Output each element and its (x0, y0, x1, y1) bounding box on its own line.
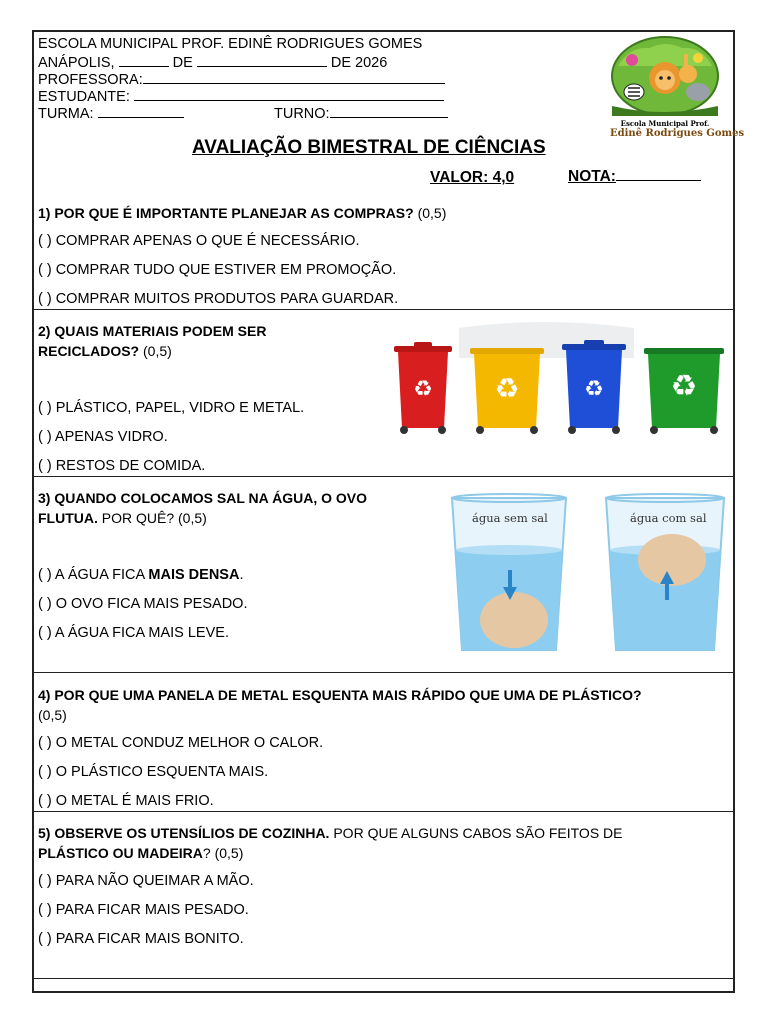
question-3-prompt-line1: 3) QUANDO COLOCAMOS SAL NA ÁGUA, O OVO (38, 490, 368, 506)
de-label-1: DE (172, 55, 193, 71)
question-5-prompt-bold-2: PLÁSTICO OU MADEIRA (38, 845, 203, 861)
class-blank[interactable] (98, 104, 184, 118)
question-5-prompt-rest-2: ? (0,5) (202, 845, 244, 861)
question-3-option-a[interactable] (38, 567, 243, 583)
teacher-blank[interactable] (143, 70, 445, 84)
yellow-bin (470, 348, 544, 434)
divider (34, 978, 733, 979)
glass-label-right: água com sal (630, 511, 707, 525)
question-2-prompt-line2 (38, 343, 172, 359)
question-1-points: (0,5) (417, 205, 447, 221)
divider (34, 476, 733, 477)
day-blank[interactable] (119, 53, 169, 67)
year-label: DE 2026 (330, 55, 388, 71)
question-4-option-b[interactable]: ( ) O PLÁSTICO ESQUENTA MAIS. (38, 764, 269, 780)
school-name: ESCOLA MUNICIPAL PROF. EDINÊ RODRIGUES GOMES (38, 36, 423, 52)
divider (34, 672, 733, 673)
question-5-prompt-line2 (38, 845, 243, 861)
question-5-prompt-line1 (38, 825, 623, 841)
logo-caption-1: Escola Municipal Prof. (620, 119, 710, 128)
shift-label: TURNO: (274, 106, 330, 122)
question-3-option-a-pre: ( ) A ÁGUA FICA (38, 567, 149, 583)
red-bin (394, 342, 452, 434)
question-1-option-a[interactable]: ( ) COMPRAR APENAS O QUE É NECESSÁRIO. (38, 233, 360, 249)
question-4-option-c[interactable]: ( ) O METAL É MAIS FRIO. (38, 793, 214, 809)
green-bin (644, 348, 724, 434)
nota-field (568, 166, 701, 186)
logo-caption-2: Edinê Rodrigues Gomes (610, 128, 745, 139)
shift-blank[interactable] (330, 104, 448, 118)
school-logo (610, 36, 745, 146)
svg-text:♻: ♻ (413, 377, 433, 402)
question-2-option-c[interactable]: ( ) RESTOS DE COMIDA. (38, 458, 206, 474)
class-line (38, 104, 184, 122)
question-3-option-a-post: . (239, 567, 244, 583)
question-3-option-a-bold: MAIS DENSA (148, 567, 240, 583)
question-5-prompt-bold: 5) OBSERVE OS UTENSÍLIOS DE COZINHA. (38, 825, 330, 841)
question-5-option-b[interactable]: ( ) PARA FICAR MAIS PESADO. (38, 902, 249, 918)
question-2-prompt-line1: 2) QUAIS MATERIAIS PODEM SER (38, 323, 267, 339)
question-5-option-a[interactable]: ( ) PARA NÃO QUEIMAR A MÃO. (38, 873, 254, 889)
question-5-option-c[interactable]: ( ) PARA FICAR MAIS BONITO. (38, 931, 244, 947)
svg-text:♻: ♻ (584, 377, 604, 402)
exam-title: AVALIAÇÃO BIMESTRAL DE CIÊNCIAS (192, 137, 546, 158)
recycling-bins-icon (384, 318, 729, 436)
question-4-option-a[interactable]: ( ) O METAL CONDUZ MELHOR O CALOR. (38, 735, 324, 751)
teacher-line (38, 70, 445, 88)
question-1-option-c[interactable]: ( ) COMPRAR MUITOS PRODUTOS PARA GUARDAR. (38, 291, 399, 307)
question-3-prompt-bold: FLUTUA. (38, 510, 98, 526)
valor-label: VALOR: 4,0 (430, 169, 515, 186)
divider (34, 309, 733, 310)
svg-text:♻: ♻ (670, 369, 698, 404)
divider (34, 811, 733, 812)
question-4-prompt: 4) POR QUE UMA PANELA DE METAL ESQUENTA MAIS RÁPIDO QUE UMA DE PLÁSTICO? (38, 687, 642, 703)
question-5-prompt-rest: POR QUE ALGUNS CABOS SÃO FEITOS DE (329, 825, 623, 841)
question-2-prompt-bold: RECICLADOS? (38, 343, 140, 359)
egg-in-water-image (444, 492, 729, 657)
question-3-prompt-rest: POR QUÊ? (0,5) (97, 510, 207, 526)
student-label: ESTUDANTE: (38, 89, 130, 105)
question-3-option-c[interactable]: ( ) A ÁGUA FICA MAIS LEVE. (38, 625, 229, 641)
nota-label: NOTA: (568, 168, 616, 185)
question-2-option-a[interactable]: ( ) PLÁSTICO, PAPEL, VIDRO E METAL. (38, 400, 305, 416)
question-4-points: (0,5) (38, 707, 67, 723)
question-3-option-b[interactable]: ( ) O OVO FICA MAIS PESADO. (38, 596, 248, 612)
month-blank[interactable] (197, 53, 327, 67)
student-blank[interactable] (134, 87, 444, 101)
question-3-prompt-line2 (38, 510, 207, 526)
question-1 (38, 205, 446, 221)
shift-line (274, 104, 448, 122)
exam-sheet (32, 30, 745, 993)
nota-blank[interactable] (616, 166, 701, 181)
question-1-prompt: 1) POR QUE É IMPORTANTE PLANEJAR AS COMPRAS? (38, 205, 414, 221)
school-logo-animals-icon (610, 36, 720, 116)
blue-bin (562, 340, 626, 434)
glass-label-left: água sem sal (472, 511, 548, 525)
question-2-option-b[interactable]: ( ) APENAS VIDRO. (38, 429, 168, 445)
question-2-points: (0,5) (143, 343, 172, 359)
city-label: ANÁPOLIS, (38, 55, 115, 71)
svg-text:♻: ♻ (494, 372, 520, 405)
city-date-line (38, 53, 387, 71)
teacher-label: PROFESSORA: (38, 72, 143, 88)
question-1-option-b[interactable]: ( ) COMPRAR TUDO QUE ESTIVER EM PROMOÇÃO. (38, 262, 397, 278)
student-line (38, 87, 444, 105)
class-label: TURMA: (38, 106, 94, 122)
